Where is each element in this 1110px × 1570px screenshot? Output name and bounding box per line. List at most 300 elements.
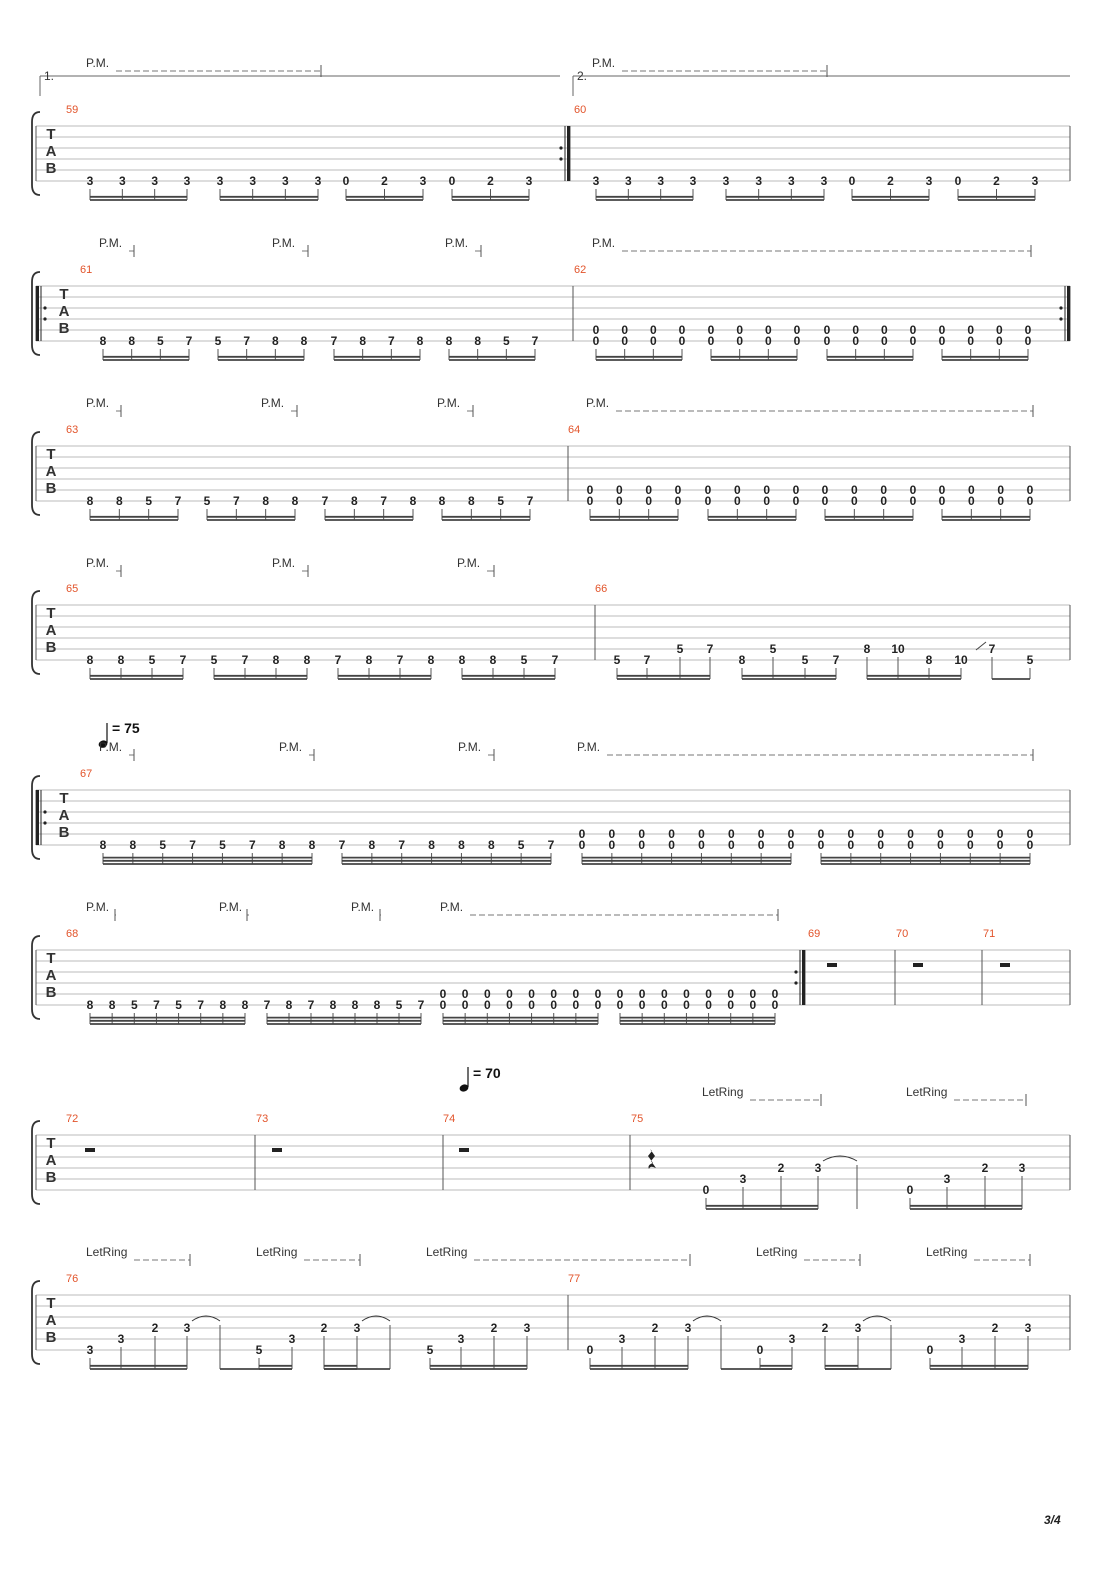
palm-mute-label: P.M. (437, 396, 461, 410)
fret-number: 0 (698, 827, 705, 841)
fret-number: 0 (954, 174, 962, 188)
fret-number: 8 (351, 998, 359, 1012)
fret-number: 0 (483, 987, 491, 1001)
fret-number: 0 (764, 334, 772, 348)
fret-number: 0 (736, 323, 744, 337)
fret-number: 0 (727, 838, 735, 852)
fret-number: 5 (676, 642, 684, 656)
repeat-dot (559, 146, 562, 149)
fret-number: 5 (210, 653, 218, 667)
measure-number: 68 (66, 928, 79, 940)
measure-number: 72 (66, 1113, 79, 1125)
fret-number: 5 (175, 998, 182, 1012)
fret-number: 0 (848, 174, 856, 188)
repeat-dot (794, 970, 797, 973)
fret-number: 7 (321, 494, 329, 508)
fret-number: 8 (117, 653, 125, 667)
note-group (439, 494, 534, 520)
fret-number: 7 (398, 838, 406, 852)
note-group (87, 1316, 531, 1369)
measure-number: 75 (631, 1113, 644, 1125)
fret-number: 0 (528, 998, 535, 1012)
tab-clef-b: B (58, 320, 70, 337)
fret-number: 0 (967, 323, 975, 337)
fret-number: 0 (608, 827, 616, 841)
fret-number: 0 (937, 838, 944, 852)
fret-number: 8 (86, 998, 94, 1012)
fret-number: 0 (578, 827, 586, 841)
fret-number: 0 (608, 838, 616, 852)
fret-number: 3 (1024, 1321, 1032, 1335)
fret-number: 8 (445, 334, 453, 348)
fret-number: 0 (483, 998, 491, 1012)
fret-number: 3 (314, 174, 322, 188)
palm-mute-label: P.M. (86, 900, 110, 914)
fret-number: 0 (852, 323, 860, 337)
fret-number: 5 (520, 653, 528, 667)
tempo-mark-70 (459, 1065, 501, 1093)
fret-number: 7 (197, 998, 205, 1012)
tab-clef-t: T (59, 790, 69, 807)
fret-number: 5 (801, 653, 809, 667)
fret-number: 0 (506, 987, 513, 1001)
fret-number: 0 (1026, 838, 1034, 852)
fret-number: 7 (551, 653, 559, 667)
fret-number: 3 (592, 174, 600, 188)
let-ring-label: LetRing (86, 1245, 128, 1259)
fret-number: 0 (439, 987, 447, 1001)
fret-number: 0 (821, 483, 829, 497)
fret-number: 0 (823, 323, 831, 337)
palm-mute (86, 56, 321, 77)
note-group (87, 494, 182, 520)
note-group (335, 653, 435, 679)
tab-clef-t: T (46, 950, 56, 967)
fret-number: 8 (300, 334, 308, 348)
fret-number: 3 (787, 174, 795, 188)
note-group (446, 334, 539, 360)
fret-number: 8 (373, 998, 381, 1012)
fret-number: 0 (937, 827, 944, 841)
fret-number: 5 (214, 334, 222, 348)
let-ring (906, 1085, 1026, 1106)
rest-symbol (827, 963, 837, 967)
fret-number: 8 (128, 334, 136, 348)
palm-mute-label: P.M. (440, 900, 464, 914)
fret-number: 8 (108, 998, 116, 1012)
tab-clef-a: A (45, 463, 57, 480)
fret-number: 8 (350, 494, 358, 508)
rest-symbol (85, 1148, 95, 1152)
fret-number: 0 (736, 334, 744, 348)
let-ring-label: LetRing (926, 1245, 968, 1259)
repeat-dot (43, 317, 46, 320)
let-ring (86, 1245, 190, 1266)
repeat-dot (1059, 317, 1062, 320)
tab-clef-b: B (58, 824, 70, 841)
palm-mute (99, 236, 134, 257)
tab-clef-t: T (46, 126, 56, 143)
fret-number: 8 (219, 998, 227, 1012)
fret-number: 0 (995, 334, 1003, 348)
fret-number: 0 (621, 323, 629, 337)
fret-number: 0 (909, 494, 917, 508)
fret-number: 3 (624, 174, 632, 188)
fret-number: 3 (618, 1332, 626, 1346)
fret-number: 3 (958, 1332, 966, 1346)
palm-mute (86, 900, 116, 921)
fret-number: 0 (787, 838, 795, 852)
fret-number: 0 (749, 987, 757, 1001)
fret-number: 0 (683, 987, 690, 1001)
fret-number: 0 (550, 987, 558, 1001)
note-group (217, 174, 322, 200)
fret-number: 3 (689, 174, 697, 188)
palm-mute-label: P.M. (592, 236, 616, 250)
fret-number: 0 (727, 827, 735, 841)
fret-number: 2 (993, 174, 1000, 188)
palm-mute (440, 900, 778, 921)
fret-number: 7 (387, 334, 395, 348)
fret-number: 0 (1026, 483, 1034, 497)
fret-number: 0 (907, 838, 914, 852)
palm-mute-label: P.M. (261, 396, 285, 410)
fret-number: 0 (578, 838, 586, 852)
fret-number: 8 (416, 334, 424, 348)
fret-number: 7 (174, 494, 182, 508)
fret-number: 8 (291, 494, 299, 508)
fret-number: 0 (439, 998, 447, 1012)
fret-number: 0 (707, 323, 715, 337)
tab-clef-a: A (45, 1152, 57, 1169)
fret-number: 8 (738, 653, 746, 667)
fret-number: 5 (159, 838, 167, 852)
fret-number: 0 (616, 998, 624, 1012)
rest-symbol (272, 1148, 282, 1152)
fret-number: 0 (704, 494, 712, 508)
fret-number: 0 (926, 1343, 934, 1357)
repeat-dot (43, 821, 46, 824)
let-ring (756, 1245, 860, 1266)
fret-number: 7 (832, 653, 840, 667)
staff-system (32, 1273, 1070, 1369)
fret-number: 0 (594, 998, 602, 1012)
fret-number: 0 (660, 998, 668, 1012)
tab-clef-b: B (45, 639, 57, 656)
fret-number: 0 (938, 334, 946, 348)
fret-number: 3 (183, 1321, 191, 1335)
repeat-dot (43, 306, 46, 309)
fret-number: 0 (880, 483, 888, 497)
fret-number: 0 (616, 987, 624, 1001)
fret-number: 0 (880, 323, 888, 337)
fret-number: 0 (792, 494, 800, 508)
rest-symbol (459, 1148, 469, 1152)
repeat-start (36, 790, 39, 845)
fret-number: 0 (850, 483, 858, 497)
volta-label-2: 2. (577, 69, 588, 83)
volta-bracket-1 (40, 69, 560, 96)
fret-number: 0 (461, 998, 469, 1012)
fret-number: 5 (219, 838, 226, 852)
fret-number: 3 (86, 174, 94, 188)
measure-number: 77 (568, 1273, 581, 1285)
let-ring-label: LetRing (256, 1245, 298, 1259)
note-group (100, 334, 193, 360)
note-group (587, 1316, 1032, 1369)
fret-number: 0 (817, 827, 825, 841)
fret-number: 7 (380, 494, 388, 508)
note-group (593, 174, 697, 200)
fret-number: 3 (86, 1343, 94, 1357)
fret-number: 0 (705, 987, 712, 1001)
fret-number: 3 (854, 1321, 862, 1335)
repeat-end (802, 950, 805, 1005)
fret-number: 8 (329, 998, 337, 1012)
repeat-dot (559, 157, 562, 160)
fret-number: 8 (303, 653, 311, 667)
palm-mute-label: P.M. (458, 740, 482, 754)
fret-number: 3 (739, 1172, 747, 1186)
palm-mute-label: P.M. (586, 396, 610, 410)
tab-clef-a: A (58, 303, 70, 320)
fret-number: 2 (651, 1321, 659, 1335)
fret-number: 0 (660, 987, 668, 1001)
fret-number: 0 (996, 827, 1004, 841)
fret-number: 10 (954, 653, 968, 667)
palm-mute (86, 396, 121, 417)
fret-number: 0 (757, 827, 765, 841)
fret-number: 0 (749, 998, 757, 1012)
fret-number: 7 (243, 334, 251, 348)
repeat-start (36, 286, 39, 341)
fret-number: 3 (523, 1321, 531, 1335)
tempo-value: = 70 (473, 1065, 501, 1081)
fret-number: 0 (1026, 827, 1034, 841)
fret-number: 8 (428, 838, 435, 852)
fret-number: 8 (368, 838, 376, 852)
fret-number: 7 (334, 653, 342, 667)
palm-mute (219, 900, 249, 921)
repeat-dot (43, 810, 46, 813)
fret-number: 0 (638, 998, 646, 1012)
fret-number: 10 (891, 642, 905, 656)
note-group (100, 838, 316, 864)
volta-bracket-2 (573, 69, 1070, 96)
fret-number: 7 (547, 838, 555, 852)
fret-number: 0 (756, 1343, 764, 1357)
fret-number: 0 (506, 998, 513, 1012)
fret-number: 7 (153, 998, 160, 1012)
page-number: 3/4 (1044, 1513, 1061, 1527)
fret-number: 2 (821, 1321, 829, 1335)
fret-number: 0 (850, 494, 858, 508)
fret-number: 0 (1026, 494, 1034, 508)
fret-number: 2 (981, 1161, 989, 1175)
fret-number: 0 (906, 1183, 914, 1197)
palm-mute-label: P.M. (351, 900, 375, 914)
palm-mute (458, 740, 494, 761)
fret-number: 7 (417, 998, 425, 1012)
fret-number: 0 (907, 827, 914, 841)
fret-number: 0 (909, 323, 917, 337)
palm-mute (261, 396, 297, 417)
measure-number: 71 (983, 928, 996, 940)
fret-number: 0 (847, 838, 855, 852)
fret-number: 8 (467, 494, 475, 508)
tab-clef-t: T (59, 286, 69, 303)
fret-number: 0 (880, 494, 888, 508)
fret-number: 7 (189, 838, 196, 852)
fret-number: 0 (594, 987, 602, 1001)
fret-number: 0 (938, 323, 946, 337)
fret-number: 5 (203, 494, 211, 508)
fret-number: 5 (156, 334, 164, 348)
repeat-dot (794, 981, 797, 984)
fret-number: 7 (241, 653, 249, 667)
fret-number: 5 (148, 653, 156, 667)
palm-mute-label: P.M. (86, 56, 110, 70)
fret-number: 3 (419, 174, 427, 188)
fret-number: 0 (909, 334, 917, 348)
fret-number: 0 (852, 334, 860, 348)
tempo-value: = 75 (112, 720, 140, 736)
note-group (723, 174, 828, 200)
fret-number: 8 (86, 494, 94, 508)
fret-number: 8 (489, 653, 497, 667)
fret-number: 0 (771, 987, 779, 1001)
fret-number: 3 (684, 1321, 692, 1335)
tab-clef-b: B (45, 1329, 57, 1346)
fret-number: 0 (1024, 334, 1032, 348)
fret-number: 0 (938, 483, 946, 497)
palm-mute (592, 56, 827, 77)
fret-number: 0 (817, 838, 825, 852)
measure-number: 70 (896, 928, 909, 940)
fret-number: 0 (342, 174, 350, 188)
palm-mute (457, 556, 494, 577)
fret-number: 0 (572, 998, 580, 1012)
staff-system (32, 928, 1070, 1024)
fret-number: 0 (966, 838, 974, 852)
fret-number: 0 (727, 987, 735, 1001)
fret-number: 7 (643, 653, 651, 667)
measure-number: 63 (66, 424, 79, 436)
fret-number: 2 (381, 174, 388, 188)
fret-number: 7 (185, 334, 193, 348)
fret-number: 8 (99, 334, 107, 348)
fret-number: 7 (248, 838, 256, 852)
fret-number: 3 (722, 174, 730, 188)
quarter-rest (648, 1149, 656, 1169)
let-ring (926, 1245, 1030, 1266)
fret-number: 0 (461, 987, 469, 1001)
fret-number: 3 (1018, 1161, 1026, 1175)
fret-number: 0 (649, 323, 657, 337)
fret-number: 0 (877, 827, 885, 841)
fret-number: 5 (395, 998, 403, 1012)
palm-mute-label: P.M. (86, 396, 110, 410)
fret-number: 8 (409, 494, 417, 508)
measure-number: 61 (80, 264, 93, 276)
fret-number: 2 (490, 1321, 498, 1335)
fret-number: 7 (706, 642, 714, 656)
fret-number: 3 (281, 174, 289, 188)
palm-mute-label: P.M. (457, 556, 481, 570)
note-group (322, 494, 417, 520)
fret-number: 5 (517, 838, 525, 852)
palm-mute-label: P.M. (577, 740, 601, 754)
fret-number: 7 (526, 494, 534, 508)
tab-clef-b: B (45, 1169, 57, 1186)
fret-number: 0 (995, 323, 1003, 337)
fret-number: 3 (525, 174, 533, 188)
fret-number: 2 (320, 1321, 328, 1335)
fret-number: 8 (438, 494, 446, 508)
fret-number: 0 (1024, 323, 1032, 337)
note-group (703, 1156, 1026, 1209)
palm-mute (586, 396, 1033, 417)
note-group (87, 174, 191, 200)
fret-number: 0 (638, 827, 646, 841)
fret-number: 7 (307, 998, 315, 1012)
fret-number: 8 (115, 494, 123, 508)
fret-number: 3 (925, 174, 933, 188)
fret-number: 0 (757, 838, 765, 852)
fret-number: 3 (118, 174, 126, 188)
palm-mute (437, 396, 473, 417)
fret-number: 7 (263, 998, 271, 1012)
palm-mute-label: P.M. (86, 556, 110, 570)
tab-clef-b: B (45, 160, 57, 177)
fret-number: 5 (497, 494, 505, 508)
palm-mute-label: P.M. (272, 556, 296, 570)
fret-number: 0 (847, 827, 855, 841)
measure-number: 65 (66, 583, 79, 595)
fret-number: 8 (474, 334, 482, 348)
note-group (343, 174, 427, 200)
fret-number: 3 (457, 1332, 465, 1346)
fret-number: 0 (877, 838, 885, 852)
let-ring-label: LetRing (756, 1245, 798, 1259)
fret-number: 8 (359, 334, 367, 348)
fret-number: 8 (925, 653, 933, 667)
tab-clef-t: T (46, 1295, 56, 1312)
fret-number: 0 (645, 494, 653, 508)
fret-number: 2 (887, 174, 894, 188)
fret-number: 0 (997, 483, 1005, 497)
palm-mute-label: P.M. (99, 740, 123, 754)
note-group (87, 998, 249, 1024)
fret-number: 0 (615, 483, 623, 497)
fret-number: 8 (487, 838, 495, 852)
tab-clef-a: A (58, 807, 70, 824)
staff-system (32, 768, 1070, 864)
note-group (849, 174, 933, 200)
fret-number: 0 (821, 494, 829, 508)
let-ring (702, 1085, 821, 1106)
fret-number: 7 (330, 334, 338, 348)
fret-number: 3 (814, 1161, 822, 1175)
fret-number: 0 (586, 1343, 594, 1357)
fret-number: 0 (705, 998, 712, 1012)
fret-number: 2 (487, 174, 494, 188)
fret-number: 2 (151, 1321, 159, 1335)
measure-number: 69 (808, 928, 821, 940)
fret-number: 8 (86, 653, 94, 667)
fret-number: 8 (271, 334, 279, 348)
fret-number: 0 (592, 334, 600, 348)
